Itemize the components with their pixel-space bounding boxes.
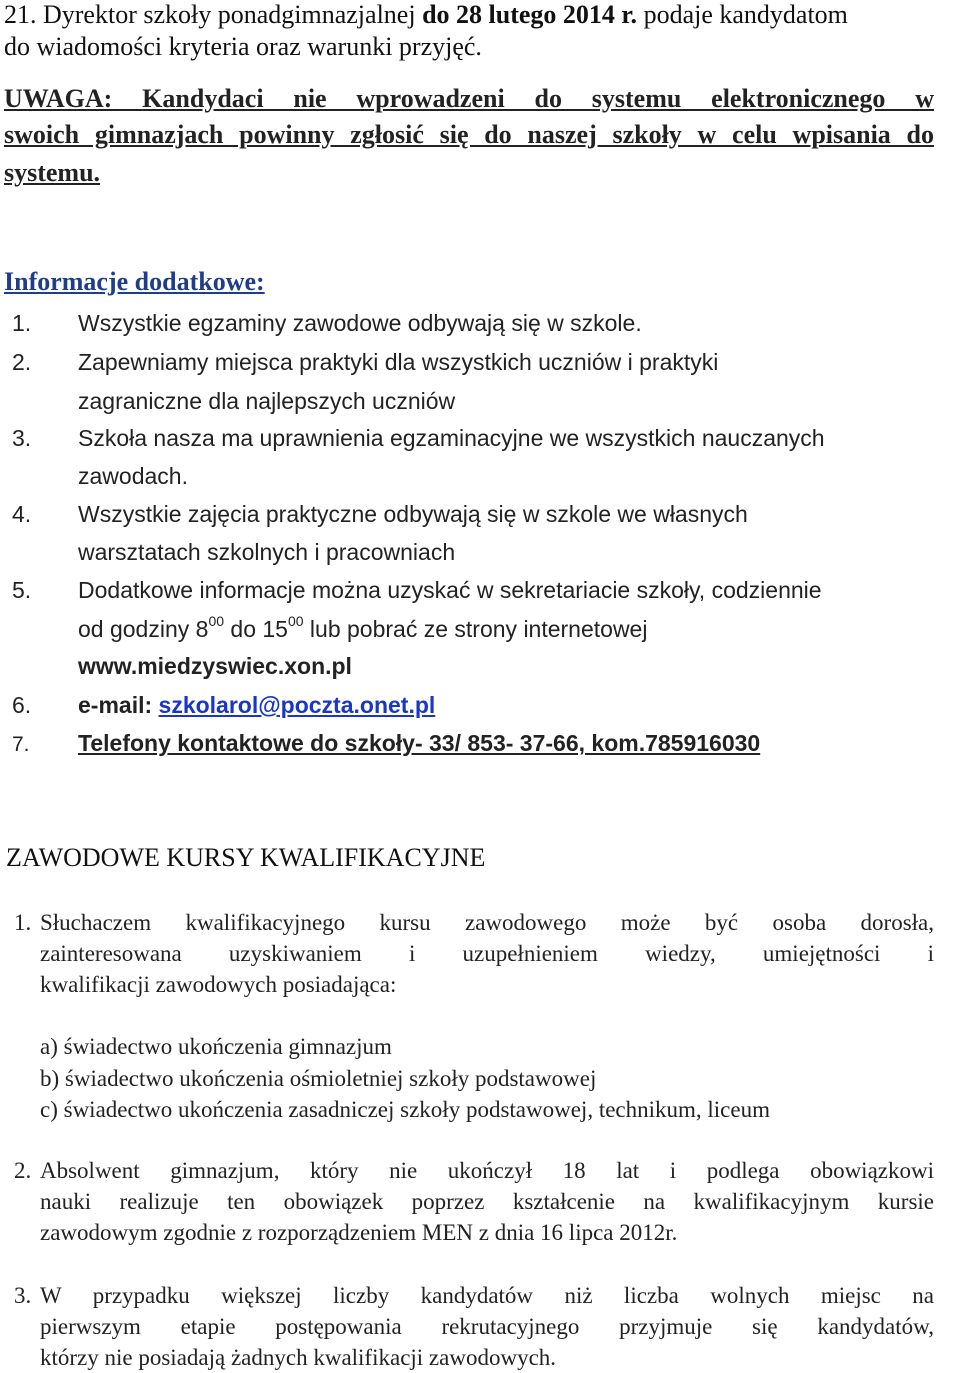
courses-p2-line-2: nauki realizuje ten obowiązek poprzez kształcenie na kwalifikacyjnym kursie: [40, 1189, 934, 1214]
info-item-2-cont: zagraniczne dla najlepszych uczniów: [78, 388, 456, 414]
intro-text: podaje kandydatom: [637, 0, 848, 29]
hours-text: do 15: [224, 616, 288, 642]
phone-contact: Telefony kontaktowe do szkoły- 33/ 853- 37-66, kom.785916030: [78, 730, 761, 756]
email-label: e-mail:: [78, 692, 159, 718]
courses-p1-line-2: zainteresowana uzyskiwaniem i uzupełnieniem wiedzy, umiejętności i: [40, 941, 934, 966]
item-number: 4.: [12, 501, 32, 527]
courses-heading: ZAWODOWE KURSY KWALIFIKACYJNE: [6, 843, 486, 872]
item-text: Zapewniamy miejsca praktyki dla wszystkich uczniów i praktyki: [78, 349, 719, 375]
notice-line-2: swoich gimnazjach powinny zgłosić się do naszej szkoły w celu wpisania do: [4, 120, 934, 149]
hours-text: od godziny 8: [78, 616, 209, 642]
paragraph-text: Słuchaczem kwalifikacyjnego kursu zawodowego może być osoba dorosła,: [40, 910, 934, 935]
hours-text: lub pobrać ze strony internetowej: [303, 616, 648, 642]
info-item-3: [12, 423, 825, 453]
notice-line-3: systemu.: [4, 158, 101, 187]
courses-p3-line-2: pierwszym etapie postępowania rekrutacyjnego przyjmuje się kandydatów,: [40, 1314, 934, 1339]
info-item-2: [12, 347, 718, 377]
paragraph-number: 1.: [14, 910, 32, 935]
item-number: 5.: [12, 577, 32, 603]
option-b: b) świadectwo ukończenia ośmioletniej szkoły podstawowej: [40, 1066, 597, 1091]
info-heading: Informacje dodatkowe:: [4, 267, 265, 296]
paragraph-number: 2.: [14, 1158, 32, 1183]
courses-p2-line-3: zawodowym zgodnie z rozporządzeniem MEN z dnia 16 lipca 2012r.: [40, 1220, 678, 1245]
info-item-1: [12, 308, 642, 338]
paragraph-text: Absolwent gimnazjum, który nie ukończył 18 lat i podlega obowiązkowi: [40, 1158, 934, 1183]
item-number: 1.: [12, 310, 32, 336]
item-text: Szkoła nasza ma uprawnienia egzaminacyjne we wszystkich nauczanych: [78, 425, 825, 451]
info-item-5: [12, 575, 822, 605]
item-number: 7.: [12, 733, 30, 756]
website-link[interactable]: www.miedzyswiec.xon.pl: [78, 653, 352, 679]
email-link[interactable]: szkolarol@poczta.onet.pl: [158, 692, 436, 718]
courses-p1-line-1: [14, 907, 934, 938]
item-number: 6.: [12, 692, 32, 718]
item-number: 2.: [12, 349, 32, 375]
item-text: Wszystkie egzaminy zawodowe odbywają się w szkole.: [78, 310, 642, 336]
info-item-7: [12, 728, 760, 760]
info-item-6: [12, 690, 435, 720]
hours-superscript: 00: [208, 613, 225, 630]
intro-text: 21. Dyrektor szkoły ponadgimnazjalnej: [4, 0, 423, 29]
courses-p2-line-1: [14, 1155, 934, 1186]
courses-p1-line-3: kwalifikacji zawodowych posiadająca:: [40, 972, 397, 997]
option-c: c) świadectwo ukończenia zasadniczej szkoły podstawowej, technikum, liceum: [40, 1097, 770, 1122]
notice-line-1: [4, 84, 934, 114]
intro-line-2: do wiadomości kryteria oraz warunki przyjęć.: [4, 32, 482, 61]
item-number: 3.: [12, 425, 32, 451]
option-a: a) świadectwo ukończenia gimnazjum: [40, 1034, 392, 1059]
hours-superscript: 00: [287, 613, 304, 630]
notice-label: UWAGA:: [4, 84, 113, 113]
paragraph-number: 3.: [14, 1283, 32, 1308]
info-item-4: [12, 499, 748, 529]
deadline-date: do 28 lutego 2014 r.: [422, 0, 638, 29]
notice-text: Kandydaci nie wprowadzeni do systemu elektronicznego w: [142, 84, 935, 113]
item-text: Wszystkie zajęcia praktyczne odbywają się w szkole we własnych: [78, 501, 748, 527]
info-item-3-cont: zawodach.: [78, 463, 188, 489]
info-item-5-cont: [78, 614, 647, 644]
item-text: Dodatkowe informacje można uzyskać w sekretariacie szkoły, codziennie: [78, 577, 822, 603]
paragraph-text: W przypadku większej liczby kandydatów niż liczba wolnych miejsc na: [40, 1283, 934, 1308]
courses-p3-line-3: którzy nie posiadają żadnych kwalifikacji zawodowych.: [40, 1345, 557, 1370]
courses-p3-line-1: [14, 1280, 934, 1311]
intro-line-1: [4, 0, 848, 30]
info-item-4-cont: warsztatach szkolnych i pracowniach: [78, 539, 456, 565]
